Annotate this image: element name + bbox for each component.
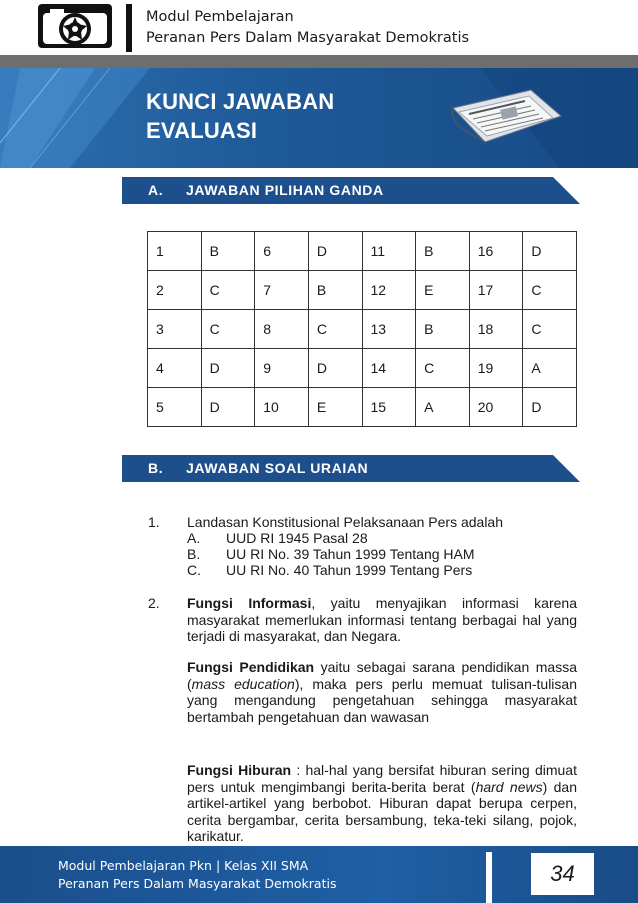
question-number-cell: 15 [362,388,416,427]
answer-row [148,388,577,427]
fungsi-hiburan-desc-b: ) dan artikel-artikel yang berbobot. Hiburan dapat berupa cerpen, cerita bergambar, cerita bersambung, teka-teki silang, pojok, karikatur. [187,778,577,844]
question-number-cell: 9 [255,349,309,388]
fungsi-pendidikan-italic: mass education [191,675,295,692]
fungsi-hiburan-desc-a: : hal-hal yang bersifat hiburan sering dimuat pers untuk mengimbangi berita-berita berat ( [187,762,577,795]
section-b-title: JAWABAN SOAL URAIAN [186,460,369,476]
section-a-title: JAWABAN PILIHAN GANDA [186,182,384,198]
answer-key-cell: C [523,310,577,349]
question-number-cell: 8 [255,310,309,349]
question-number-cell: 4 [148,349,202,388]
fungsi-informasi-desc: , yaitu menyajikan informasi karena masyarakat memerlukan informasi tentang berbagai hal yang terjadi di masyarakat, dan Negara. [187,595,577,644]
answer-key-cell: C [416,349,470,388]
question-number-cell: 3 [148,310,202,349]
answer-key-cell: C [308,310,362,349]
question-number-cell: 5 [148,388,202,427]
footer-line2: Peranan Pers Dalam Masyarakat Demokratis [58,876,337,891]
item1-option-a-letter: A. [187,530,201,546]
item1-option-b-letter: B. [187,546,201,562]
camera-logo [38,4,112,48]
answer-key-cell: E [416,271,470,310]
question-number-cell: 2 [148,271,202,310]
answer-table [147,231,577,427]
answer-key-cell: D [308,349,362,388]
header-title-line: Peranan Pers Dalam Masyarakat Demokratis [146,30,470,46]
fungsi-pendidikan-term: Fungsi Pendidikan [187,659,315,675]
answer-key-cell: E [308,388,362,427]
header-gray-line [0,55,638,68]
answer-key-cell: C [201,310,255,349]
question-number-cell: 20 [469,388,523,427]
question-number-cell: 13 [362,310,416,349]
fungsi-hiburan-italic: hard news [475,778,543,795]
answer-row [148,271,577,310]
item2-paragraph-pendidikan [187,659,577,725]
fungsi-pendidikan-desc-a: yaitu sebagai sarana pendidikan massa ( [187,659,577,692]
question-number-cell: 18 [469,310,523,349]
answer-key-cell: B [416,232,470,271]
question-number-cell: 17 [469,271,523,310]
answer-key-cell: B [416,310,470,349]
answer-key-cell: C [523,271,577,310]
item1-option-b-text: UU RI No. 39 Tahun 1999 Tentang HAM [226,546,475,562]
answer-key-cell: B [201,232,255,271]
question-number-cell: 14 [362,349,416,388]
answer-key-cell: D [201,388,255,427]
question-number-cell: 1 [148,232,202,271]
item2-paragraph-hiburan [187,762,577,845]
question-number-cell: 7 [255,271,309,310]
question-number-cell: 10 [255,388,309,427]
newspaper-icon [445,82,565,150]
item1-text: Landasan Konstitusional Pelaksanaan Pers adalah [187,514,504,530]
answer-key-cell: D [523,388,577,427]
footer-divider [486,852,492,903]
page-number: 34 [550,861,575,886]
fungsi-pendidikan-desc-b: ), maka pers perlu memuat tulisan-tulisan yang mengandung pengetahuan sehingga masyarakat bertambah pengetahuan dan wawasan [187,675,577,725]
header-module-line: Modul Pembelajaran [146,9,294,25]
fungsi-hiburan-term: Fungsi Hiburan [187,762,292,778]
answer-row [148,349,577,388]
banner-title-line1: KUNCI JAWABAN [146,89,335,114]
question-number-cell: 16 [469,232,523,271]
answer-row [148,232,577,271]
answer-key-cell: C [201,271,255,310]
answer-key-cell: A [416,388,470,427]
section-a-letter: A. [148,182,164,198]
answer-key-cell: B [308,271,362,310]
answer-key-cell: D [201,349,255,388]
footer-line1: Modul Pembelajaran Pkn | Kelas XII SMA [58,858,309,873]
section-b-letter: B. [148,460,164,476]
item1-option-c-text: UU RI No. 40 Tahun 1999 Tentang Pers [226,562,473,578]
question-number-cell: 11 [362,232,416,271]
item2-paragraph-informasi [187,595,577,645]
fungsi-informasi-term: Fungsi Informasi [187,595,312,611]
answer-row [148,310,577,349]
question-number-cell: 12 [362,271,416,310]
item2-number: 2. [148,595,160,611]
question-number-cell: 19 [469,349,523,388]
answer-key-cell: A [523,349,577,388]
answer-key-cell: D [523,232,577,271]
question-number-cell: 6 [255,232,309,271]
item1-option-a-text: UUD RI 1945 Pasal 28 [226,530,368,546]
item1-number: 1. [148,514,160,530]
answer-key-cell: D [308,232,362,271]
header-divider [126,4,132,52]
item1-option-c-letter: C. [187,562,201,578]
banner-title-line2: EVALUASI [146,118,258,143]
banner-title [146,87,334,145]
